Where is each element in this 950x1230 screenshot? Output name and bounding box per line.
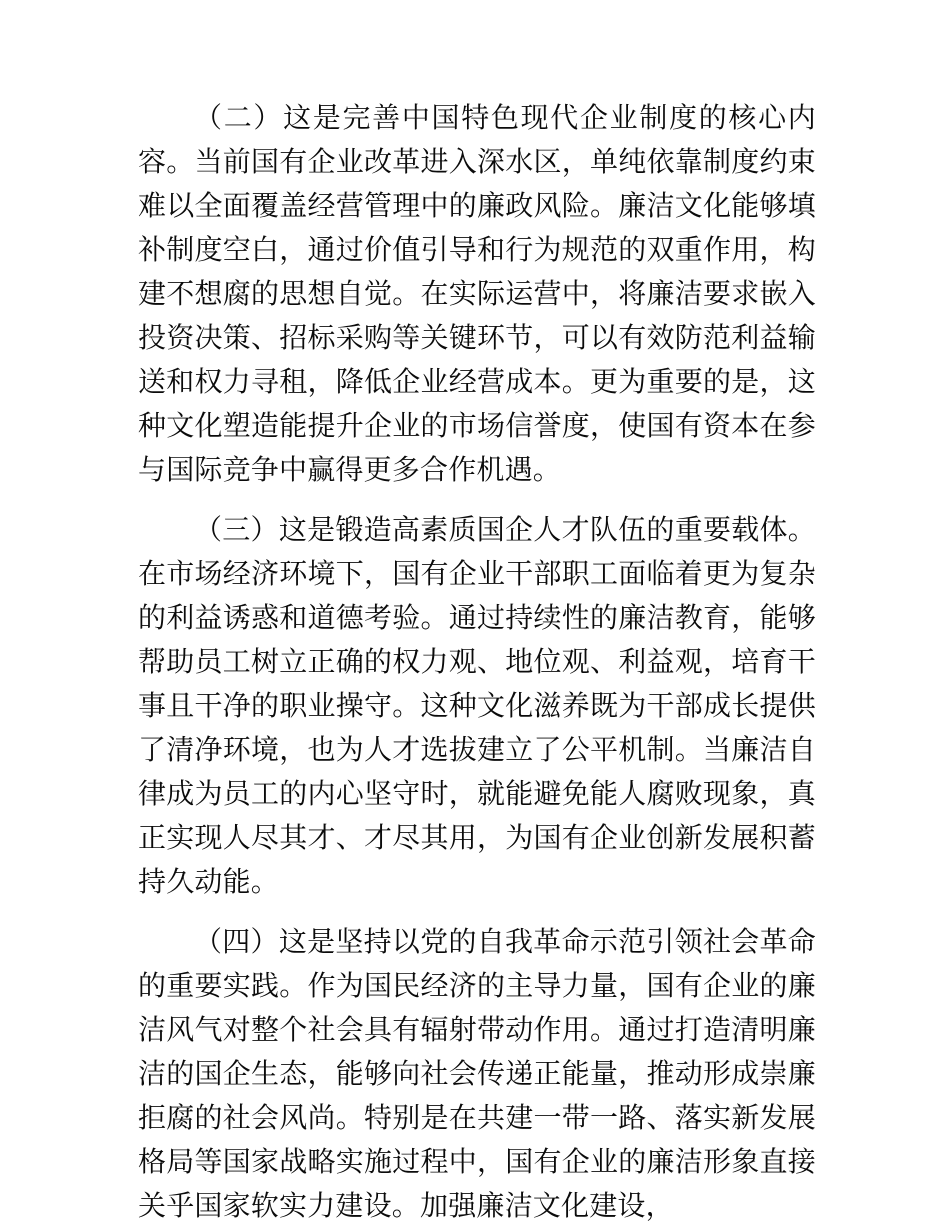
document-body — [138, 96, 816, 1228]
paragraph-er: （二）这是完善中国特色现代企业制度的核心内容。当前国有企业改革进入深水区，单纯依靠制度约束难以全面覆盖经营管理中的廉政风险。廉洁文化能够填补制度空白，通过价值引导和行为规范的双重作用，构建不想腐的思想自觉。在实际运营中，将廉洁要求嵌入投资决策、招标采购等关键环节，可以有效防范利益输送和权力寻租，降低企业经营成本。更为重要的是，这种文化塑造能提升企业的市场信誉度，使国有资本在参与国际竞争中赢得更多合作机遇。 — [138, 102, 816, 485]
paragraph-san: （三）这是锻造高素质国企人才队伍的重要载体。在市场经济环境下，国有企业干部职工面临着更为复杂的利益诱惑和道德考验。通过持续性的廉洁教育，能够帮助员工树立正确的权力观、地位观、利益观，培育干事且干净的职业操守。这种文化滋养既为干部成长提供了清净环境，也为人才选拔建立了公平机制。当廉洁自律成为员工的内心坚守时，就能避免能人腐败现象，真正实现人尽其才、才尽其用，为国有企业创新发展积蓄持久动能。 — [138, 514, 816, 897]
paragraph-si: （四）这是坚持以党的自我革命示范引领社会革命的重要实践。作为国民经济的主导力量，国有企业的廉洁风气对整个社会具有辐射带动作用。通过打造清明廉洁的国企生态，能够向社会传递正能量，推动形成崇廉拒腐的社会风尚。特别是在共建一带一路、落实新发展格局等国家战略实施过程中，国有企业的廉洁形象直接关乎国家软实力建设。加强廉洁文化建设， — [138, 926, 816, 1221]
